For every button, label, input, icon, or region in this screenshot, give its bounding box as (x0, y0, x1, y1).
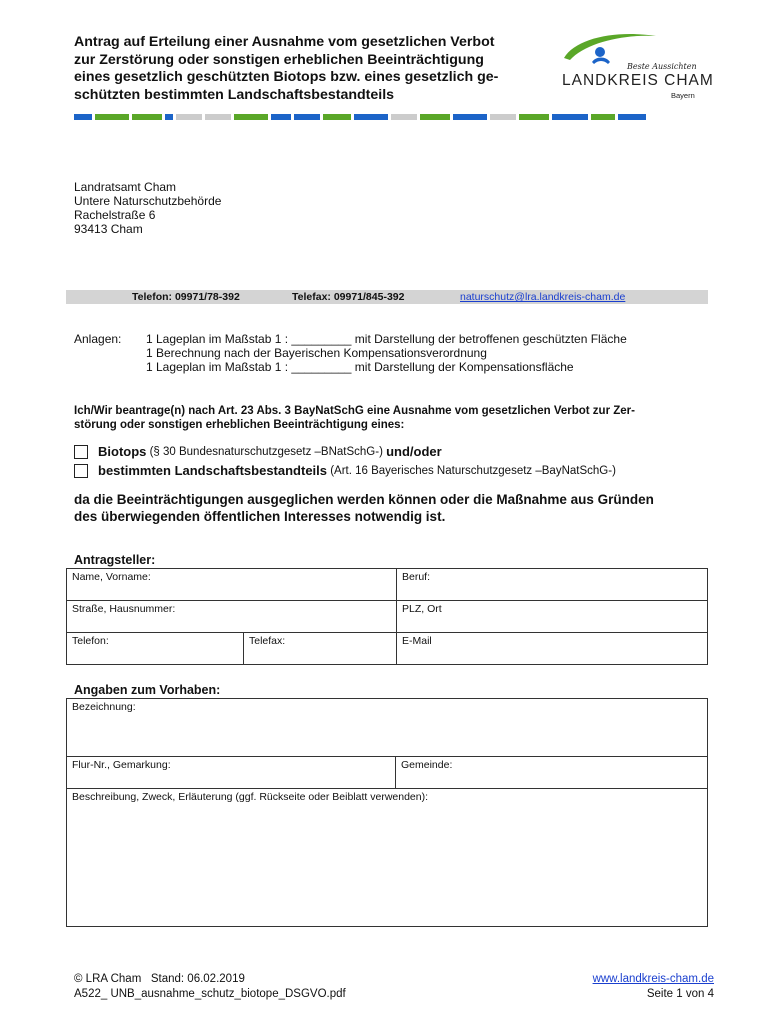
address-line: 93413 Cham (74, 222, 143, 236)
footer-copyright: © LRA Cham Stand: 06.02.2019 (74, 973, 245, 985)
gemeinde-field[interactable]: Gemeinde: (396, 757, 708, 789)
recipient-address (74, 180, 221, 236)
option-label: Biotops (98, 444, 147, 459)
option-suffix: und/oder (386, 444, 442, 459)
plz-ort-field[interactable]: PLZ, Ort (397, 601, 708, 633)
email-field[interactable]: E-Mail (397, 633, 708, 665)
justification-statement (74, 491, 714, 525)
request-line: Ich/Wir beantrage(n) nach Art. 23 Abs. 3 BayNatSchG eine Ausnahme vom gesetzlichen Verbot zur Zer- (74, 405, 635, 417)
anlage-item: 1 Lageplan im Maßstab 1 : _________ mit Darstellung der Kompensationsfläche (146, 360, 574, 374)
vorhaben-heading: Angaben zum Vorhaben: (74, 683, 221, 697)
beruf-field[interactable]: Beruf: (397, 569, 708, 601)
logo-state: Bayern (671, 91, 695, 100)
antragsteller-table (66, 568, 708, 665)
logo-tagline: Beste Aussichten (627, 62, 697, 71)
antragsteller-heading: Antragsteller: (74, 553, 156, 567)
address-line: Rachelstraße 6 (74, 208, 156, 222)
request-line: störung oder sonstigen erheblichen Beeinträchtigung eines: (74, 419, 405, 431)
title-line: zur Zerstörung oder sonstigen erheblichen Beeinträchtigung (74, 51, 484, 68)
option-label: bestimmten Landschaftsbestandteils (98, 463, 327, 478)
biotop-checkbox[interactable] (74, 445, 88, 459)
telefon-field[interactable]: Telefon: (67, 633, 244, 665)
beschreibung-field[interactable]: Beschreibung, Zweck, Erläuterung (ggf. Rückseite oder Beiblatt verwenden): (67, 789, 708, 927)
footer-website-link[interactable]: www.landkreis-cham.de (592, 973, 714, 985)
contact-email-link[interactable]: naturschutz@lra.landkreis-cham.de (460, 291, 626, 303)
address-line: Untere Naturschutzbehörde (74, 194, 222, 208)
justification-line: da die Beeinträchtigungen ausgeglichen werden können oder die Maßnahme aus Gründen (74, 492, 654, 507)
footer-page-number: Seite 1 von 4 (646, 988, 714, 1000)
landkreis-cham-logo (556, 28, 716, 108)
name-field[interactable]: Name, Vorname: (67, 569, 397, 601)
anlagen-list (146, 332, 627, 374)
justification-line: des überwiegenden öffentlichen Interesses notwendig ist. (74, 509, 446, 524)
contact-telefax: Telefax: 09971/845-392 (292, 291, 405, 303)
bezeichnung-field[interactable]: Bezeichnung: (67, 699, 708, 757)
address-line: Landratsamt Cham (74, 180, 177, 194)
option-biotop (74, 444, 442, 459)
anlagen-label: Anlagen: (74, 332, 122, 346)
request-text (74, 404, 714, 432)
option-detail: (§ 30 Bundesnaturschutzgesetz –BNatSchG-) (146, 445, 387, 458)
strasse-field[interactable]: Straße, Hausnummer: (67, 601, 397, 633)
landschaftsbestandteil-checkbox[interactable] (74, 464, 88, 478)
form-title (74, 34, 544, 104)
contact-bar (66, 290, 708, 304)
footer-left (74, 972, 346, 1002)
footer-filename: A522_ UNB_ausnahme_schutz_biotope_DSGVO.pdf (74, 988, 346, 1000)
contact-telefon: Telefon: 09971/78-392 (132, 291, 240, 303)
anlage-item: 1 Lageplan im Maßstab 1 : _________ mit Darstellung der betroffenen geschützten Fläche (146, 332, 627, 346)
flur-gemarkung-field[interactable]: Flur-Nr., Gemarkung: (67, 757, 396, 789)
title-line: schützten bestimmten Landschaftsbestandteils (74, 86, 395, 103)
title-line: eines gesetzlich geschützten Biotops bzw. eines gesetzlich ge- (74, 69, 499, 85)
title-line: Antrag auf Erteilung einer Ausnahme vom gesetzlichen Verbot (74, 34, 495, 50)
option-landschaftsbestandteil (74, 463, 616, 478)
logo-name: LANDKREIS CHAM (562, 72, 714, 89)
anlage-item: 1 Berechnung nach der Bayerischen Kompensationsverordnung (146, 346, 487, 360)
option-detail: (Art. 16 Bayerisches Naturschutzgesetz –BayNatSchG-) (327, 464, 616, 477)
vorhaben-table (66, 698, 708, 927)
telefax-field[interactable]: Telefax: (244, 633, 397, 665)
footer-right (593, 972, 714, 1002)
header-dash-bar (74, 114, 714, 120)
